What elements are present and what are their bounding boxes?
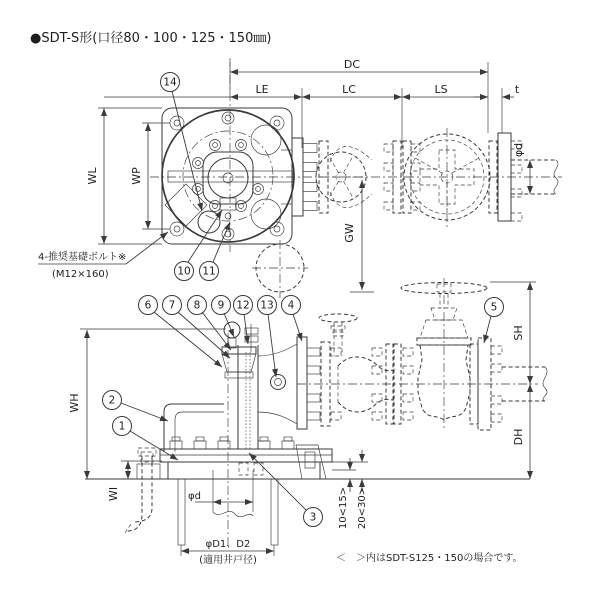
dim-label-gap-small: 10<15> xyxy=(338,486,349,530)
plan-view-pump xyxy=(150,58,562,252)
wi-dimension xyxy=(107,461,162,501)
phi-d-pipe-dimension xyxy=(512,143,530,194)
lower-boss xyxy=(251,199,281,229)
anchor-bolt-note-text: 4-推奨基礎ボルト※ xyxy=(38,252,127,263)
dim-label-t: t xyxy=(514,83,520,96)
well-diameter-dimension xyxy=(181,539,274,566)
plan-left-dimensions xyxy=(86,108,170,244)
anchor-bolt-size-text: (M12×160) xyxy=(52,269,109,280)
callout-6: 6 xyxy=(144,299,152,312)
gauge-boss xyxy=(271,375,286,390)
callout-11: 11 xyxy=(202,265,216,278)
dim-label-phi-d-drop: φd xyxy=(188,491,201,502)
casing-front xyxy=(258,337,320,429)
column-and-head xyxy=(222,322,258,449)
dim-label-gw: GW xyxy=(343,223,356,243)
gate-valve-plan xyxy=(404,128,490,228)
edge-gap-dimensions xyxy=(320,450,368,529)
front-piping-phantom xyxy=(297,278,547,479)
phi-d-drop-dimension xyxy=(188,491,253,502)
dim-label-phi-d-pipe: φd xyxy=(512,142,525,158)
well-dia-note: (適用井戸径) xyxy=(199,555,257,566)
well-casing xyxy=(178,333,278,546)
well-cover-base xyxy=(137,437,332,479)
callout-1: 1 xyxy=(118,420,126,433)
drawing-title: ●SDT-S形(口径80・100・125・150㎜) xyxy=(30,31,272,46)
callout-2: 2 xyxy=(108,394,116,407)
callout-10: 10 xyxy=(177,265,191,278)
gate-valve-front xyxy=(401,278,487,430)
dim-label-dc: DC xyxy=(343,58,361,71)
anchor-bolt-note xyxy=(38,232,168,280)
callout-14: 14 xyxy=(163,76,177,89)
pipe-break-symbol-front xyxy=(543,367,547,401)
dim-label-wh: WH xyxy=(68,393,81,413)
callout-3: 3 xyxy=(309,511,317,524)
callout-9: 9 xyxy=(217,299,225,312)
callout-7: 7 xyxy=(168,299,176,312)
dim-label-wp: WP xyxy=(130,167,143,185)
callout-4: 4 xyxy=(287,299,295,312)
dim-label-le: LE xyxy=(255,83,269,96)
drop-pipe-break xyxy=(213,511,253,516)
cock-handwheel xyxy=(319,314,357,322)
callout-5: 5 xyxy=(490,301,498,314)
dim-label-dh: DH xyxy=(512,428,525,446)
top-dimensions xyxy=(104,58,520,148)
dim-label-wi: WI xyxy=(107,486,120,502)
callout-13: 13 xyxy=(260,299,274,312)
front-view-pump xyxy=(68,322,530,566)
lifting-eye xyxy=(224,322,240,338)
dim-label-sh: SH xyxy=(512,325,525,341)
dim-label-ls: LS xyxy=(434,83,448,96)
gw-dimension xyxy=(343,180,374,292)
callout-8: 8 xyxy=(193,299,201,312)
dim-label-gap-large: 20<30> xyxy=(357,486,368,530)
foundation-bolt-holes xyxy=(170,116,284,236)
dim-label-lc: LC xyxy=(342,83,356,96)
pressure-tank-phantom xyxy=(256,244,304,292)
dim-label-wl: WL xyxy=(86,167,99,185)
dim-label-phi-d1d2: φD1、D2 xyxy=(205,539,251,550)
variant-note: ＜ ＞内はSDT-S125・150の場合です。 xyxy=(336,553,523,564)
callout-12: 12 xyxy=(236,299,250,312)
